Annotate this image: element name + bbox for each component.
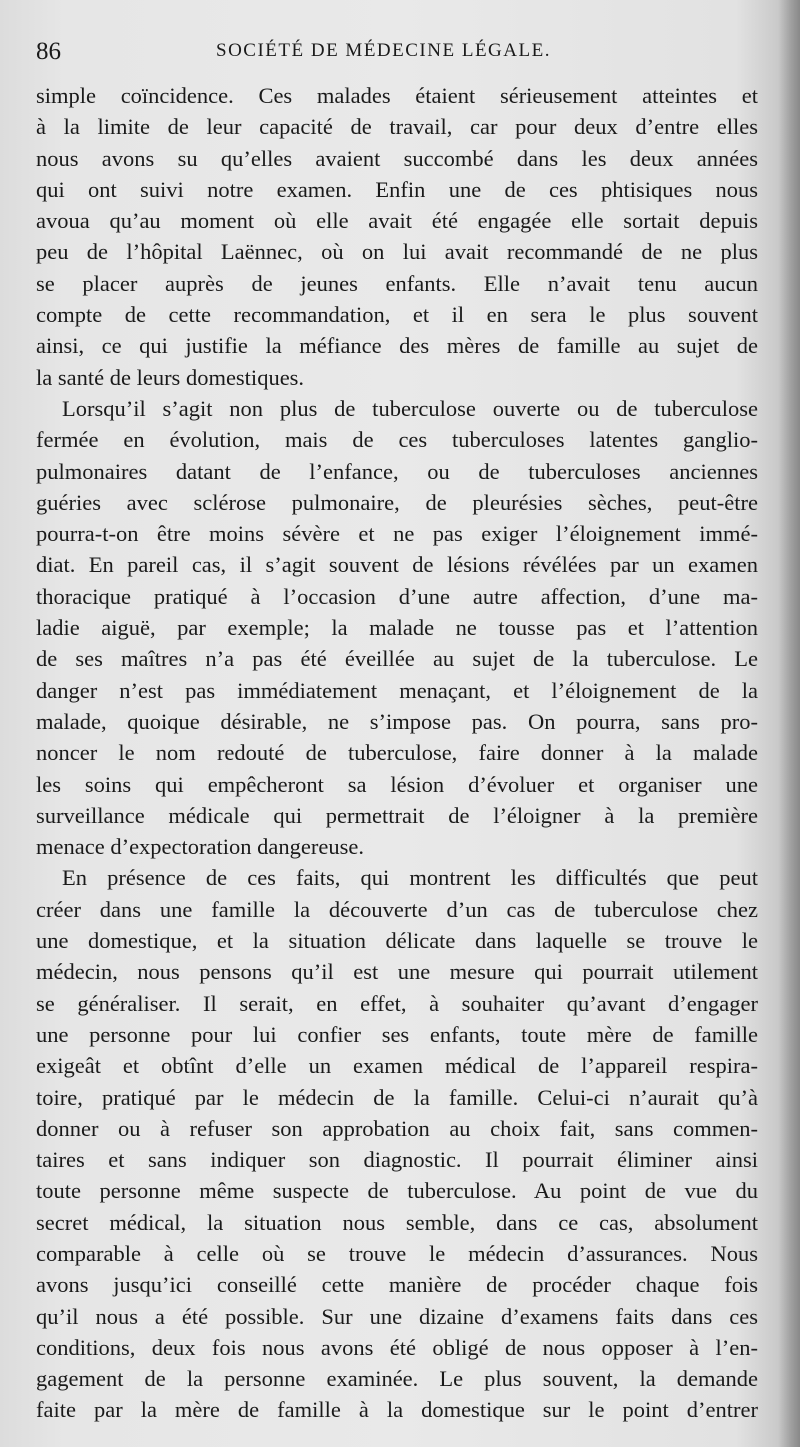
text-line: qui ont suivi notre examen. Enfin une de ces phtisiques nous — [36, 176, 758, 202]
running-title: SOCIÉTÉ DE MÉDECINE LÉGALE. — [216, 40, 551, 61]
text-line: menace d’expectoration dangereuse. — [36, 834, 364, 860]
body-text — [36, 80, 758, 1426]
text-line: peu de l’hôpital Laënnec, où on lui avait recommandé de ne plus — [36, 239, 758, 265]
text-line: donner ou à refuser son approbation au choix fait, sans commen- — [36, 1115, 758, 1141]
text-line: une personne pour lui confier ses enfants, toute mère de famille — [36, 1021, 758, 1047]
text-line: diat. En pareil cas, il s’agit souvent de lésions révélées par un examen — [36, 552, 758, 578]
text-line: gagement de la personne examinée. Le plus souvent, la demande — [36, 1366, 758, 1392]
text-line: taires et sans indiquer son diagnostic. Il pourrait éliminer ainsi — [36, 1147, 758, 1173]
text-line: surveillance médicale qui permettrait de l’éloigner à la première — [36, 802, 758, 828]
paragraph-1 — [36, 80, 758, 393]
text-line: médecin, nous pensons qu’il est une mesure qui pourrait utilement — [36, 959, 758, 985]
text-line: faite par la mère de famille à la domestique sur le point d’entrer — [36, 1397, 758, 1423]
text-line: Lorsqu’il s’agit non plus de tuberculose ouverte ou de tuberculose — [62, 395, 758, 421]
text-line: ainsi, ce qui justifie la méfiance des mères de famille au sujet de — [36, 333, 758, 359]
paragraph-2 — [36, 393, 758, 862]
text-line: simple coïncidence. Ces malades étaient sérieusement atteintes et — [36, 83, 758, 108]
text-line: fermée en évolution, mais de ces tuberculoses latentes ganglio- — [36, 427, 758, 453]
text-line: se généraliser. Il serait, en effet, à souhaiter qu’avant d’engager — [36, 990, 758, 1016]
text-line: noncer le nom redouté de tuberculose, faire donner à la malade — [36, 740, 758, 766]
text-line: se placer auprès de jeunes enfants. Elle n’avait tenu aucun — [36, 270, 758, 296]
text-line: une domestique, et la situation délicate dans laquelle se trouve le — [36, 928, 758, 954]
text-line: les soins qui empêcheront sa lésion d’évoluer et organiser une — [36, 771, 758, 797]
text-line: comparable à celle où se trouve le médecin d’assurances. Nous — [36, 1240, 758, 1266]
text-line: nous avons su qu’elles avaient succombé dans les deux années — [36, 145, 758, 171]
page-header — [36, 38, 750, 78]
text-line: malade, quoique désirable, ne s’impose pas. On pourra, sans pro- — [36, 708, 758, 734]
page-spine-shadow — [778, 0, 800, 1447]
text-line: pourra-t-on être moins sévère et ne pas exiger l’éloignement immé- — [36, 521, 758, 547]
text-line: compte de cette recommandation, et il en sera le plus souvent — [36, 302, 758, 328]
text-line: exigeât et obtînt d’elle un examen médical de l’appareil respira- — [36, 1053, 758, 1079]
text-line: la santé de leurs domestiques. — [36, 364, 305, 390]
text-line: guéries avec sclérose pulmonaire, de pleurésies sèches, peut-être — [36, 489, 758, 515]
text-line: thoracique pratiqué à l’occasion d’une autre affection, d’une ma- — [36, 583, 758, 609]
text-line: créer dans une famille la découverte d’un cas de tuberculose chez — [36, 896, 758, 922]
text-line: pulmonaires datant de l’enfance, ou de tuberculoses anciennes — [36, 458, 758, 484]
text-line: toute personne même suspecte de tuberculose. Au point de vue du — [36, 1178, 758, 1204]
text-line: ladie aiguë, par exemple; la malade ne tousse pas et l’attention — [36, 615, 758, 641]
text-line: danger n’est pas immédiatement menaçant, et l’éloignement de la — [36, 677, 758, 703]
page-number: 86 — [36, 38, 61, 65]
text-line: avons jusqu’ici conseillé cette manière de procéder chaque fois — [36, 1272, 758, 1298]
paragraph-3 — [36, 862, 758, 1425]
text-line: qu’il nous a été possible. Sur une dizaine d’examens faits dans ces — [36, 1303, 758, 1329]
text-line: de ses maîtres n’a pas été éveillée au sujet de la tuberculose. Le — [36, 646, 758, 672]
text-line: à la limite de leur capacité de travail, car pour deux d’entre elles — [36, 114, 758, 140]
text-line: conditions, deux fois nous avons été obligé de nous opposer à l’en- — [36, 1334, 758, 1360]
text-line: secret médical, la situation nous semble, dans ce cas, absolument — [36, 1209, 758, 1235]
text-line: En présence de ces faits, qui montrent les difficultés que peut — [62, 865, 758, 891]
text-line: avoua qu’au moment où elle avait été engagée elle sortait depuis — [36, 208, 758, 234]
text-line: toire, pratiqué par le médecin de la famille. Celui-ci n’aurait qu’à — [36, 1084, 758, 1110]
